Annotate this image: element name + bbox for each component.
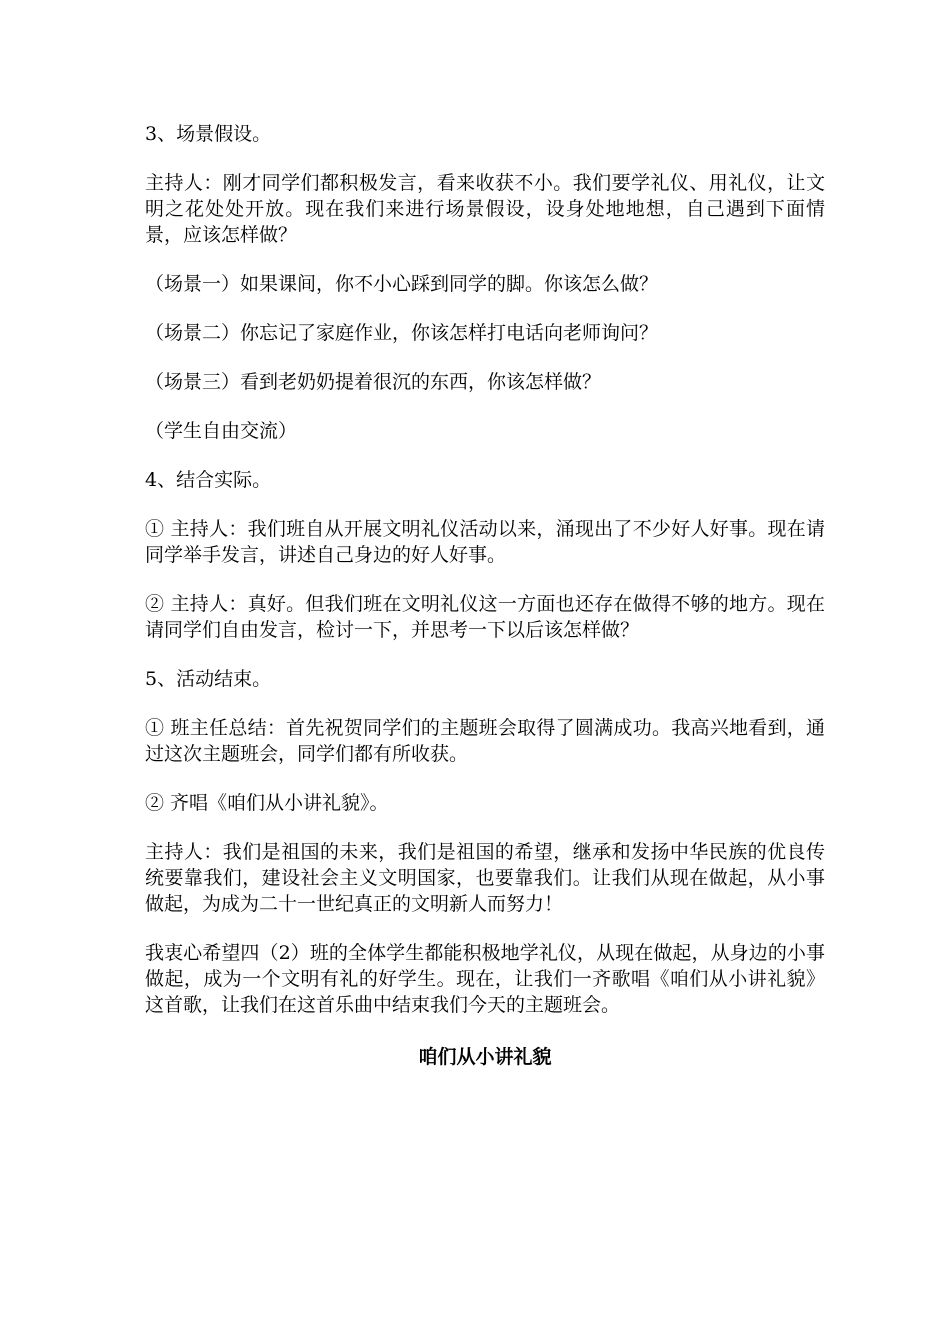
- section-heading-4: 4、结合实际。: [145, 469, 272, 491]
- host-paragraph-good-deeds: ① 主持人：我们班自从开展文明礼仪活动以来，涌现出了不少好人好事。现在请同学举手发言，讲述自己身边的好人好事。: [145, 518, 825, 566]
- section-heading-5: 5、活动结束。: [145, 668, 272, 690]
- section-heading-3: 3、场景假设。: [145, 123, 272, 145]
- teacher-summary-paragraph: ① 班主任总结：首先祝贺同学们的主题班会取得了圆满成功。我高兴地看到，通过这次主题班会，同学们都有所收获。: [145, 717, 825, 765]
- scenario-1: （场景一）如果课间，你不小心踩到同学的脚。你该怎么做？: [145, 273, 659, 295]
- host-paragraph-scenario-intro: 主持人：刚才同学们都积极发言，看来收获不小。我们要学礼仪、用礼仪，让文明之花处处开放。现在我们来进行场景假设，设身处地地想，自己遇到下面情景，应该怎样做？: [145, 172, 825, 246]
- scenario-3: （场景三）看到老奶奶提着很沉的东西，你该怎样做？: [145, 371, 602, 393]
- host-closing-paragraph: 主持人：我们是祖国的未来，我们是祖国的希望，继承和发扬中华民族的优良传统要靠我们，建设社会主义文明国家，也要靠我们。让我们从现在做起，从小事做起，为成为二十一世纪真正的文明新人而努力！: [145, 841, 825, 915]
- closing-wish-paragraph: 我衷心希望四（2）班的全体学生都能积极地学礼仪，从现在做起，从身边的小事做起，成为一个文明有礼的好学生。现在，让我们一齐歌唱《咱们从小讲礼貌》这首歌，让我们在这首乐曲中结束我们今天的主题班会。: [145, 942, 825, 1016]
- host-paragraph-self-review: ② 主持人：真好。但我们班在文明礼仪这一方面也还存在做得不够的地方。现在请同学们自由发言，检讨一下，并思考一下以后该怎样做？: [145, 593, 825, 641]
- song-title: 咱们从小讲礼貌: [418, 1046, 552, 1068]
- student-discussion-note: （学生自由交流）: [145, 420, 298, 442]
- scenario-2: （场景二）你忘记了家庭作业，你该怎样打电话向老师询问？: [145, 322, 659, 344]
- sing-together-paragraph: ② 齐唱《咱们从小讲礼貌》。: [145, 792, 389, 814]
- document-body: [145, 121, 825, 1070]
